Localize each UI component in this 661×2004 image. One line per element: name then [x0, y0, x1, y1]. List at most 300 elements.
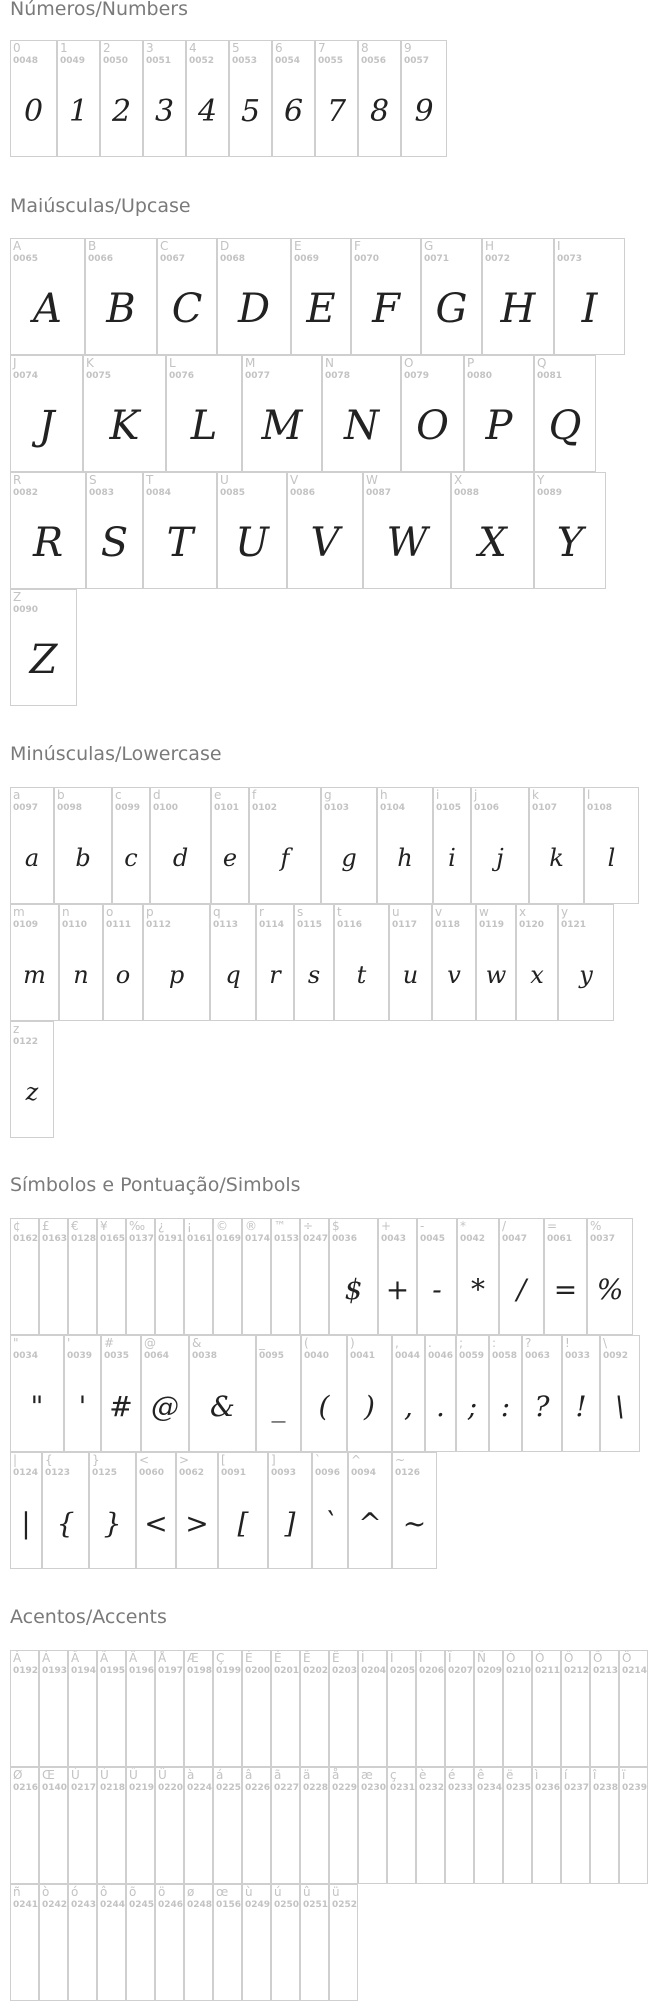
- glyph-cell: [474, 1767, 503, 1884]
- glyph-preview: =: [553, 1272, 578, 1306]
- glyph-preview: >: [185, 1506, 209, 1540]
- glyph-label: ^: [351, 1453, 362, 1467]
- glyph-cell: [68, 1767, 97, 1884]
- glyph-preview: ): [364, 1389, 375, 1423]
- glyph-label: Ã: [100, 1651, 109, 1665]
- glyph-preview: f: [280, 844, 290, 873]
- glyph-preview: R: [32, 519, 64, 566]
- glyph-label: ë: [506, 1768, 514, 1782]
- glyph-code: 0091: [221, 1468, 247, 1478]
- glyph-label: j: [474, 788, 478, 802]
- glyph-code: 0065: [13, 254, 39, 264]
- glyph-label: ã: [274, 1768, 282, 1782]
- section-title: Minúsculas/Lowercase: [10, 743, 222, 765]
- glyph-label: H: [485, 239, 495, 253]
- glyph-code: 0237: [564, 1783, 590, 1793]
- glyph-code: 0054: [275, 56, 301, 66]
- glyph-code: 0161: [187, 1234, 213, 1244]
- glyph-cell: [445, 1650, 474, 1767]
- glyph-code: 0156: [216, 1900, 242, 1910]
- glyph-preview: `: [323, 1506, 337, 1540]
- glyph-label: ó: [71, 1885, 79, 1899]
- glyph-label: ü: [332, 1885, 340, 1899]
- glyph-preview: g: [341, 844, 357, 873]
- glyph-label: Ô: [564, 1651, 574, 1665]
- glyph-cell: [10, 787, 54, 904]
- glyph-preview: (: [318, 1389, 330, 1423]
- glyph-cell: [457, 1218, 499, 1335]
- glyph-cell: [157, 238, 217, 355]
- glyph-preview: e: [222, 844, 238, 873]
- glyph-label: ì: [535, 1768, 539, 1782]
- glyph-cell: [68, 1650, 97, 1767]
- glyph-code: 0209: [477, 1666, 503, 1676]
- glyph-preview: v: [447, 961, 461, 990]
- glyph-code: 0193: [42, 1666, 68, 1676]
- glyph-code: 0228: [303, 1783, 329, 1793]
- glyph-code: 0231: [390, 1783, 416, 1793]
- glyph-code: 0100: [153, 803, 179, 813]
- glyph-code: 0118: [435, 920, 461, 930]
- glyph-code: 0192: [13, 1666, 39, 1676]
- glyph-code: 0217: [71, 1783, 97, 1793]
- glyph-preview: r: [269, 961, 281, 990]
- glyph-label: 0: [13, 41, 21, 55]
- glyph-code: 0057: [404, 56, 430, 66]
- glyph-preview: ': [78, 1389, 87, 1423]
- glyph-cell: [10, 904, 59, 1021]
- glyph-preview: h: [397, 844, 413, 873]
- glyph-preview: Z: [29, 636, 58, 683]
- glyph-code: 0082: [13, 488, 39, 498]
- glyph-code: 0041: [350, 1351, 376, 1361]
- glyph-cell: [554, 238, 625, 355]
- glyph-preview: 8: [369, 93, 390, 129]
- glyph-label: 1: [60, 41, 68, 55]
- glyph-preview: b: [75, 844, 91, 873]
- glyph-code: 0201: [274, 1666, 300, 1676]
- glyph-label: z: [13, 1022, 20, 1036]
- glyph-code: 0094: [351, 1468, 377, 1478]
- glyph-code: 0080: [467, 371, 493, 381]
- glyph-preview: L: [190, 402, 218, 449]
- glyph-cell: [101, 1335, 141, 1452]
- glyph-cell: [103, 904, 143, 1021]
- glyph-label: ™: [274, 1219, 286, 1233]
- glyph-preview: T: [166, 519, 194, 566]
- glyph-preview: 1: [68, 93, 89, 129]
- glyph-code: 0038: [192, 1351, 218, 1361]
- glyph-label: |: [13, 1453, 18, 1467]
- glyph-label: P: [467, 356, 475, 370]
- glyph-cell: [86, 472, 143, 589]
- glyph-code: 0153: [274, 1234, 300, 1244]
- glyph-label: ò: [42, 1885, 50, 1899]
- glyph-cell: [83, 355, 166, 472]
- glyph-label: ¡: [187, 1219, 192, 1233]
- glyph-cell: [97, 1884, 126, 2001]
- glyph-cell: [10, 238, 85, 355]
- glyph-label: C: [160, 239, 169, 253]
- glyph-cell: [141, 1335, 189, 1452]
- glyph-label: œ: [216, 1885, 229, 1899]
- glyph-label: -: [420, 1219, 425, 1233]
- glyph-cell: [10, 1021, 54, 1138]
- glyph-cell: [112, 787, 150, 904]
- glyph-code: 0117: [392, 920, 418, 930]
- glyph-code: 0249: [245, 1900, 271, 1910]
- glyph-code: 0040: [304, 1351, 330, 1361]
- glyph-cell: [389, 904, 432, 1021]
- glyph-code: 0112: [146, 920, 172, 930]
- glyph-code: 0092: [603, 1351, 629, 1361]
- glyph-label: 9: [404, 41, 412, 55]
- glyph-label: ÷: [303, 1219, 314, 1233]
- glyph-label: È: [245, 1651, 253, 1665]
- glyph-label: 5: [232, 41, 240, 55]
- glyph-cell: [10, 355, 83, 472]
- glyph-label: a: [13, 788, 21, 802]
- glyph-preview: V: [310, 519, 340, 566]
- glyph-label: Ó: [535, 1651, 545, 1665]
- glyph-code: 0083: [89, 488, 115, 498]
- glyph-code: 0048: [13, 56, 39, 66]
- glyph-cell: [503, 1650, 532, 1767]
- glyph-label: 3: [146, 41, 154, 55]
- glyph-label: u: [392, 905, 400, 919]
- glyph-label: ù: [245, 1885, 253, 1899]
- glyph-cell: [315, 40, 358, 157]
- glyph-cell: [416, 1650, 445, 1767]
- glyph-preview: Q: [548, 402, 582, 449]
- glyph-preview: 6: [283, 93, 304, 129]
- glyph-label: D: [220, 239, 230, 253]
- glyph-label: f: [252, 788, 257, 802]
- glyph-label: Ï: [448, 1651, 452, 1665]
- glyph-cell: [321, 787, 377, 904]
- glyph-label: è: [419, 1768, 427, 1782]
- glyph-label: ú: [274, 1885, 282, 1899]
- glyph-code: 0122: [13, 1037, 39, 1047]
- glyph-code: 0052: [189, 56, 215, 66]
- glyph-label: €: [71, 1219, 79, 1233]
- glyph-label: v: [435, 905, 443, 919]
- glyph-code: 0060: [139, 1468, 165, 1478]
- glyph-code: 0042: [460, 1234, 486, 1244]
- glyph-preview: {: [56, 1506, 75, 1540]
- glyph-cell: [387, 1767, 416, 1884]
- glyph-label: m: [13, 905, 25, 919]
- glyph-label: %: [590, 1219, 602, 1233]
- glyph-label: á: [216, 1768, 224, 1782]
- glyph-code: 0113: [213, 920, 239, 930]
- glyph-label: F: [354, 239, 361, 253]
- glyph-cell: [184, 1767, 213, 1884]
- glyph-cell: [474, 1650, 503, 1767]
- glyph-code: 0086: [290, 488, 316, 498]
- glyph-preview: ": [30, 1389, 44, 1423]
- glyph-code: 0034: [13, 1351, 39, 1361]
- glyph-code: 0064: [144, 1351, 170, 1361]
- glyph-label: .: [428, 1336, 432, 1350]
- glyph-code: 0252: [332, 1900, 358, 1910]
- glyph-code: 0093: [271, 1468, 297, 1478]
- glyph-code: 0203: [332, 1666, 358, 1676]
- glyph-code: 0068: [220, 254, 246, 264]
- glyph-label: ?: [525, 1336, 532, 1350]
- glyph-preview: ~: [402, 1506, 427, 1540]
- glyph-preview: \: [615, 1389, 625, 1423]
- glyph-cell: [89, 1452, 136, 1569]
- glyph-cell: [329, 1218, 378, 1335]
- glyph-code: 0081: [537, 371, 563, 381]
- glyph-cell: [10, 1335, 64, 1452]
- glyph-cell: [57, 40, 100, 157]
- glyph-preview: +: [385, 1272, 410, 1306]
- glyph-label: >: [179, 1453, 190, 1467]
- glyph-label: Y: [537, 473, 545, 487]
- glyph-label: û: [303, 1885, 311, 1899]
- glyph-cell: [184, 1884, 213, 2001]
- glyph-preview: z: [25, 1078, 39, 1107]
- glyph-cell: [150, 787, 211, 904]
- glyph-cell: [242, 1650, 271, 1767]
- glyph-preview: |: [21, 1506, 31, 1540]
- glyph-code: 0067: [160, 254, 186, 264]
- glyph-label: ;: [459, 1336, 464, 1350]
- glyph-cell: [136, 1452, 176, 1569]
- glyph-preview: t: [356, 961, 367, 990]
- glyph-preview: E: [306, 285, 336, 332]
- glyph-code: 0174: [245, 1234, 271, 1244]
- glyph-code: 0210: [506, 1666, 532, 1676]
- glyph-label: 6: [275, 41, 283, 55]
- glyph-code: 0251: [303, 1900, 329, 1910]
- glyph-cell: [184, 1650, 213, 1767]
- glyph-cell: [39, 1650, 68, 1767]
- glyph-label: h: [380, 788, 388, 802]
- glyph-label: O: [404, 356, 414, 370]
- glyph-cell: [271, 1884, 300, 2001]
- glyph-label: s: [297, 905, 304, 919]
- glyph-label: J: [13, 356, 17, 370]
- glyph-code: 0219: [129, 1783, 155, 1793]
- glyph-cell: [155, 1218, 184, 1335]
- glyph-label: Ä: [129, 1651, 138, 1665]
- glyph-cell: [189, 1335, 256, 1452]
- glyph-label: Ü: [158, 1768, 167, 1782]
- glyph-cell: [39, 1218, 68, 1335]
- glyph-label: ¥: [100, 1219, 108, 1233]
- glyph-code: 0194: [71, 1666, 97, 1676]
- glyph-code: 0214: [622, 1666, 648, 1676]
- glyph-label: V: [290, 473, 299, 487]
- glyph-code: 0246: [158, 1900, 184, 1910]
- glyph-code: 0062: [179, 1468, 205, 1478]
- glyph-preview: l: [607, 844, 616, 873]
- glyph-code: 0058: [492, 1351, 518, 1361]
- glyph-preview: u: [402, 961, 419, 990]
- glyph-preview: ;: [467, 1389, 478, 1423]
- glyph-code: 0121: [561, 920, 587, 930]
- glyph-cell: [68, 1884, 97, 2001]
- glyph-code: 0069: [294, 254, 320, 264]
- glyph-label: í: [564, 1768, 568, 1782]
- glyph-label: Ò: [506, 1651, 516, 1665]
- glyph-label: N: [325, 356, 334, 370]
- glyph-preview: <: [144, 1506, 168, 1540]
- glyph-code: 0227: [274, 1783, 300, 1793]
- glyph-cell: [271, 1650, 300, 1767]
- glyph-label: M: [245, 356, 256, 370]
- glyph-label: Ù: [71, 1768, 80, 1782]
- glyph-cell: [532, 1650, 561, 1767]
- glyph-preview: A: [33, 285, 62, 332]
- glyph-code: 0106: [474, 803, 500, 813]
- glyph-preview: D: [237, 285, 271, 332]
- glyph-label: ä: [303, 1768, 311, 1782]
- glyph-cell: [10, 1884, 39, 2001]
- glyph-cell: [97, 1218, 126, 1335]
- glyph-label: *: [460, 1219, 466, 1233]
- glyph-cell: [213, 1218, 242, 1335]
- glyph-cell: [562, 1335, 600, 1452]
- glyph-cell: [10, 1452, 42, 1569]
- glyph-cell: [268, 1452, 312, 1569]
- glyph-preview: p: [168, 961, 185, 990]
- glyph-preview: ,: [404, 1389, 413, 1423]
- glyph-code: 0238: [593, 1783, 619, 1793]
- glyph-label: Â: [71, 1651, 80, 1665]
- glyph-code: 0140: [42, 1783, 68, 1793]
- glyph-code: 0126: [395, 1468, 421, 1478]
- glyph-label: ¿: [158, 1219, 165, 1233]
- glyph-label: Û: [129, 1768, 138, 1782]
- glyph-preview: }: [103, 1506, 122, 1540]
- glyph-code: 0055: [318, 56, 344, 66]
- glyph-code: 0232: [419, 1783, 445, 1793]
- glyph-label: =: [547, 1219, 558, 1233]
- glyph-label: ~: [395, 1453, 406, 1467]
- glyph-code: 0071: [424, 254, 450, 264]
- glyph-label: U: [220, 473, 229, 487]
- glyph-preview: P: [485, 402, 513, 449]
- glyph-cell: [351, 238, 421, 355]
- glyph-label: o: [106, 905, 114, 919]
- glyph-label: Í: [390, 1651, 394, 1665]
- glyph-label: @: [144, 1336, 156, 1350]
- glyph-code: 0076: [169, 371, 195, 381]
- glyph-preview: 4: [197, 93, 218, 129]
- glyph-label: I: [557, 239, 561, 253]
- glyph-cell: [451, 472, 534, 589]
- glyph-cell: [242, 1884, 271, 2001]
- glyph-code: 0218: [100, 1783, 126, 1793]
- glyph-cell: [561, 1767, 590, 1884]
- glyph-preview: j: [496, 844, 504, 873]
- glyph-label: w: [479, 905, 489, 919]
- glyph-code: 0061: [547, 1234, 573, 1244]
- glyph-code: 0101: [214, 803, 240, 813]
- glyph-cell: [256, 904, 294, 1021]
- glyph-preview: s: [307, 961, 321, 990]
- glyph-cell: [10, 40, 57, 157]
- glyph-cell: [155, 1767, 184, 1884]
- glyph-code: 0096: [315, 1468, 341, 1478]
- glyph-preview: N: [344, 402, 379, 449]
- glyph-label: Ñ: [477, 1651, 486, 1665]
- glyph-code: 0105: [436, 803, 462, 813]
- glyph-label: Œ: [42, 1768, 55, 1782]
- glyph-code: 0207: [448, 1666, 474, 1676]
- glyph-code: 0084: [146, 488, 172, 498]
- glyph-cell: [322, 355, 401, 472]
- glyph-cell: [482, 238, 554, 355]
- glyph-preview: J: [38, 402, 55, 449]
- glyph-code: 0073: [557, 254, 583, 264]
- glyph-code: 0114: [259, 920, 285, 930]
- glyph-code: 0191: [158, 1234, 184, 1244]
- glyph-label: #: [104, 1336, 115, 1350]
- glyph-preview: 3: [154, 93, 175, 129]
- glyph-code: 0077: [245, 371, 271, 381]
- glyph-cell: [534, 472, 606, 589]
- glyph-cell: [392, 1452, 437, 1569]
- glyph-code: 0072: [485, 254, 511, 264]
- glyph-label: R: [13, 473, 22, 487]
- glyph-cell: [503, 1767, 532, 1884]
- glyph-code: 0165: [100, 1234, 126, 1244]
- glyph-label: n: [62, 905, 70, 919]
- glyph-code: 0196: [129, 1666, 155, 1676]
- glyph-label: 4: [189, 41, 197, 55]
- glyph-cell: [432, 904, 476, 1021]
- glyph-code: 0195: [100, 1666, 126, 1676]
- glyph-code: 0045: [420, 1234, 446, 1244]
- glyph-cell: [532, 1767, 561, 1884]
- glyph-preview: !: [575, 1389, 587, 1423]
- glyph-code: 0204: [361, 1666, 387, 1676]
- glyph-cell: [300, 1767, 329, 1884]
- glyph-code: 0095: [259, 1351, 285, 1361]
- glyph-label: æ: [361, 1768, 373, 1782]
- glyph-label: 8: [361, 41, 369, 55]
- glyph-label: e: [214, 788, 222, 802]
- glyph-code: 0198: [187, 1666, 213, 1676]
- glyph-code: 0243: [71, 1900, 97, 1910]
- glyph-label: S: [89, 473, 97, 487]
- glyph-cell: [166, 355, 242, 472]
- glyph-cell: [301, 1335, 347, 1452]
- glyph-label: ï: [622, 1768, 626, 1782]
- glyph-cell: [186, 40, 229, 157]
- glyph-code: 0239: [622, 1783, 648, 1793]
- glyph-code: 0236: [535, 1783, 561, 1793]
- glyph-code: 0212: [564, 1666, 590, 1676]
- glyph-code: 0033: [565, 1351, 591, 1361]
- glyph-cell: [39, 1884, 68, 2001]
- glyph-label: [: [221, 1453, 226, 1467]
- glyph-label: G: [424, 239, 434, 253]
- glyph-code: 0075: [86, 371, 112, 381]
- glyph-preview: 9: [414, 93, 434, 129]
- glyph-label: ô: [100, 1885, 108, 1899]
- glyph-cell: [522, 1335, 562, 1452]
- glyph-preview: q: [225, 961, 241, 990]
- glyph-code: 0108: [587, 803, 613, 813]
- glyph-cell: [312, 1452, 348, 1569]
- glyph-cell: [401, 40, 447, 157]
